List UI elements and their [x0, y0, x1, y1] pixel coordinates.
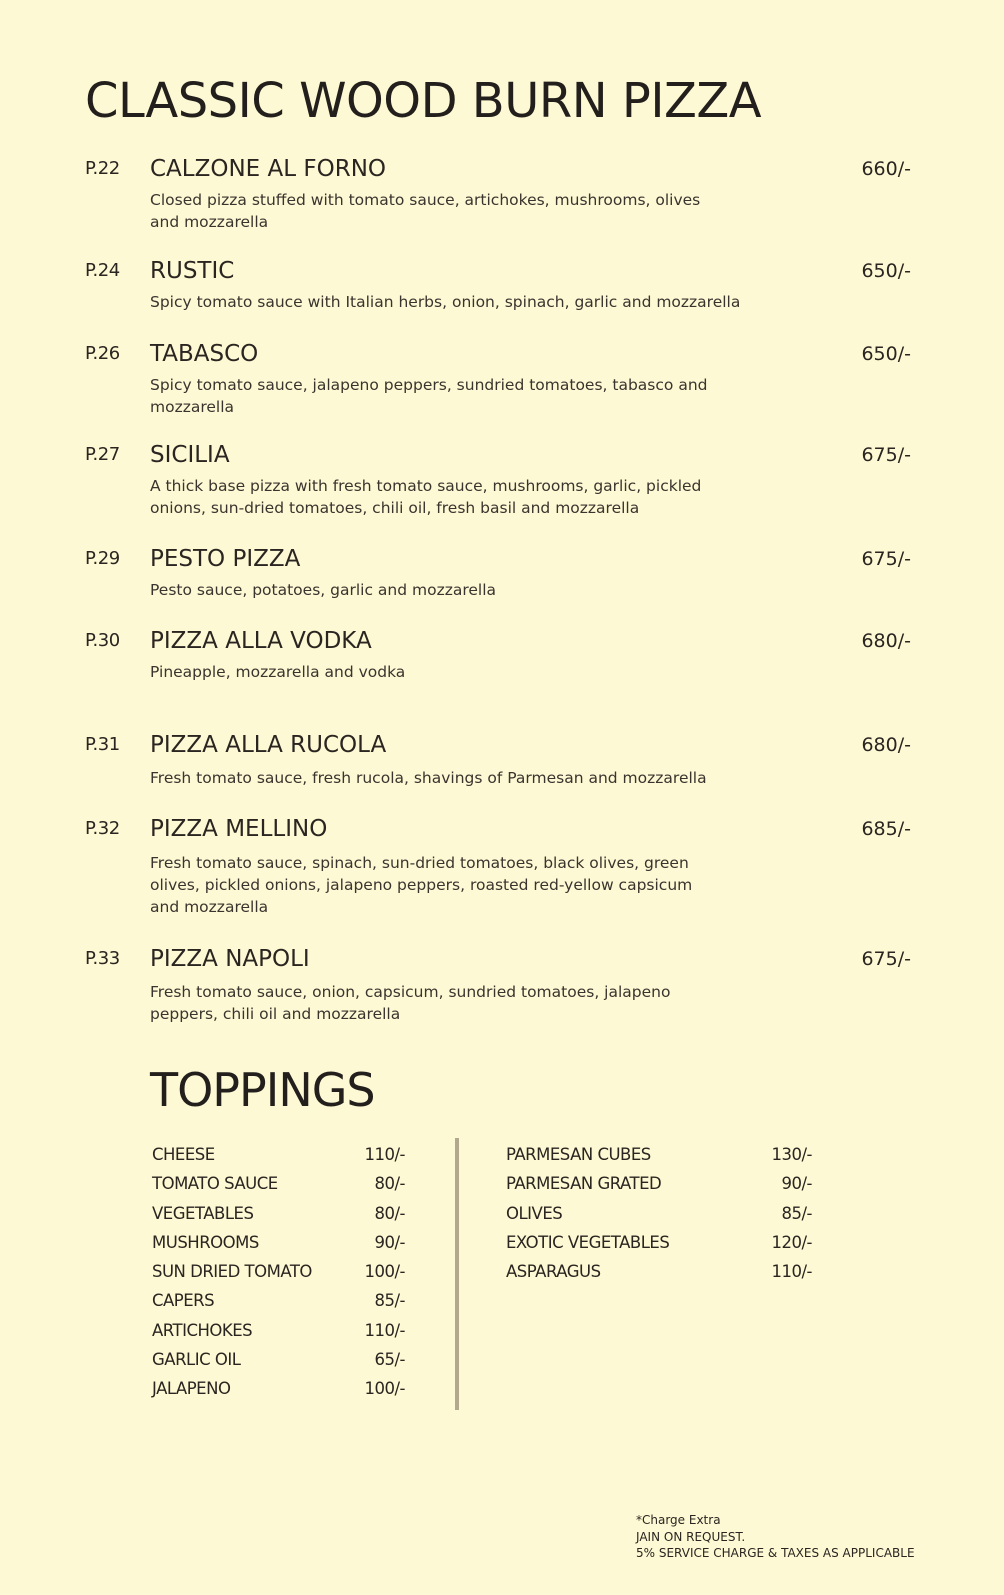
item-code: P.27: [85, 444, 120, 465]
topping-price: 80/-: [374, 1203, 405, 1223]
item-price: 680/-: [861, 734, 911, 756]
topping-price: 85/-: [374, 1291, 405, 1311]
topping-name: GARLIC OIL: [152, 1350, 241, 1370]
topping-name: VEGETABLES: [152, 1203, 254, 1223]
topping-row: [152, 1350, 405, 1379]
item-code: P.26: [85, 343, 120, 364]
topping-name: CHEESE: [152, 1145, 215, 1164]
topping-price: 130/-: [771, 1145, 812, 1164]
topping-price: 80/-: [374, 1174, 405, 1194]
item-code: P.29: [85, 548, 120, 569]
item-name: TABASCO: [150, 341, 259, 367]
topping-name: TOMATO SAUCE: [152, 1174, 278, 1194]
item-name: PIZZA ALLA VODKA: [150, 628, 372, 654]
topping-price: 90/-: [781, 1174, 812, 1194]
item-code: P.32: [85, 818, 120, 839]
item-price: 675/-: [861, 548, 911, 570]
topping-row: [506, 1233, 812, 1262]
footer-charge-note: *Charge Extra: [636, 1513, 721, 1527]
item-name: PIZZA MELLINO: [150, 816, 328, 842]
topping-price: 90/-: [374, 1232, 405, 1252]
topping-name: ARTICHOKES: [152, 1320, 253, 1340]
item-price: 680/-: [861, 630, 911, 652]
item-code: P.31: [85, 734, 120, 755]
item-code: P.24: [85, 260, 120, 281]
topping-price: 100/-: [364, 1379, 405, 1399]
topping-price: 65/-: [374, 1350, 405, 1370]
item-description: Spicy tomato sauce with Italian herbs, onion, spinach, garlic and mozzarella: [150, 293, 741, 311]
item-price: 675/-: [861, 444, 911, 466]
topping-price: 100/-: [364, 1262, 405, 1282]
topping-row: [152, 1145, 405, 1174]
item-description: A thick base pizza with fresh tomato sauce, mushrooms, garlic, pickled onions, sun-dried tomatoes, chili oil, fresh basil and mozzarella: [150, 477, 702, 517]
topping-name: JALAPENO: [152, 1379, 231, 1399]
topping-name: EXOTIC VEGETABLES: [506, 1232, 670, 1252]
topping-price: 110/-: [364, 1145, 405, 1164]
toppings-divider: [455, 1138, 459, 1410]
topping-price: 110/-: [771, 1262, 812, 1282]
item-name: CALZONE AL FORNO: [150, 156, 386, 182]
item-description: Fresh tomato sauce, spinach, sun-dried tomatoes, black olives, green olives, pickled onions, jalapeno peppers, roasted red-yellow capsicum and mozzarella: [150, 854, 693, 916]
item-description: Pesto sauce, potatoes, garlic and mozzarella: [150, 581, 497, 599]
topping-row: [152, 1233, 405, 1262]
item-name: PESTO PIZZA: [150, 546, 301, 572]
footer-notes: [636, 1512, 915, 1562]
topping-row: [506, 1145, 812, 1174]
topping-row: [152, 1291, 405, 1320]
topping-price: 120/-: [771, 1232, 812, 1252]
item-code: P.22: [85, 158, 120, 179]
topping-price: 85/-: [781, 1203, 812, 1223]
item-price: 660/-: [861, 158, 911, 180]
item-price: 650/-: [861, 343, 911, 365]
item-code: P.33: [85, 948, 120, 969]
item-name: PIZZA NAPOLI: [150, 946, 310, 972]
footer-tax-note: 5% SERVICE CHARGE & TAXES AS APPLICABLE: [636, 1546, 915, 1560]
topping-name: PARMESAN GRATED: [506, 1174, 662, 1194]
item-description: Closed pizza stuffed with tomato sauce, artichokes, mushrooms, olives and mozzarella: [150, 191, 701, 231]
topping-row: [506, 1262, 812, 1291]
topping-row: [506, 1204, 812, 1233]
item-name: PIZZA ALLA RUCOLA: [150, 732, 387, 758]
item-price: 675/-: [861, 948, 911, 970]
topping-price: 110/-: [364, 1320, 405, 1340]
page-title: CLASSIC WOOD BURN PIZZA: [85, 73, 762, 129]
topping-row: [506, 1174, 812, 1203]
toppings-title: TOPPINGS: [150, 1063, 375, 1117]
item-description: Spicy tomato sauce, jalapeno peppers, sundried tomatoes, tabasco and mozzarella: [150, 376, 708, 416]
topping-row: [152, 1262, 405, 1291]
toppings-list-left: [152, 1145, 405, 1409]
topping-name: MUSHROOMS: [152, 1232, 259, 1252]
topping-name: CAPERS: [152, 1291, 215, 1311]
item-description: Fresh tomato sauce, onion, capsicum, sundried tomatoes, jalapeno peppers, chili oil and mozzarella: [150, 983, 671, 1023]
topping-row: [152, 1204, 405, 1233]
item-description: Fresh tomato sauce, fresh rucola, shavings of Parmesan and mozzarella: [150, 769, 707, 787]
topping-name: ASPARAGUS: [506, 1262, 601, 1282]
toppings-list-right: [506, 1145, 812, 1291]
topping-name: OLIVES: [506, 1203, 563, 1223]
item-name: RUSTIC: [150, 258, 235, 284]
item-name: SICILIA: [150, 442, 230, 468]
item-code: P.30: [85, 630, 120, 651]
topping-name: SUN DRIED TOMATO: [152, 1262, 312, 1282]
item-description: Pineapple, mozzarella and vodka: [150, 663, 406, 681]
topping-row: [152, 1174, 405, 1203]
item-price: 650/-: [861, 260, 911, 282]
topping-name: PARMESAN CUBES: [506, 1145, 651, 1164]
item-price: 685/-: [861, 818, 911, 840]
topping-row: [152, 1321, 405, 1350]
footer-jain-note: JAIN ON REQUEST.: [636, 1529, 746, 1544]
topping-row: [152, 1379, 405, 1408]
